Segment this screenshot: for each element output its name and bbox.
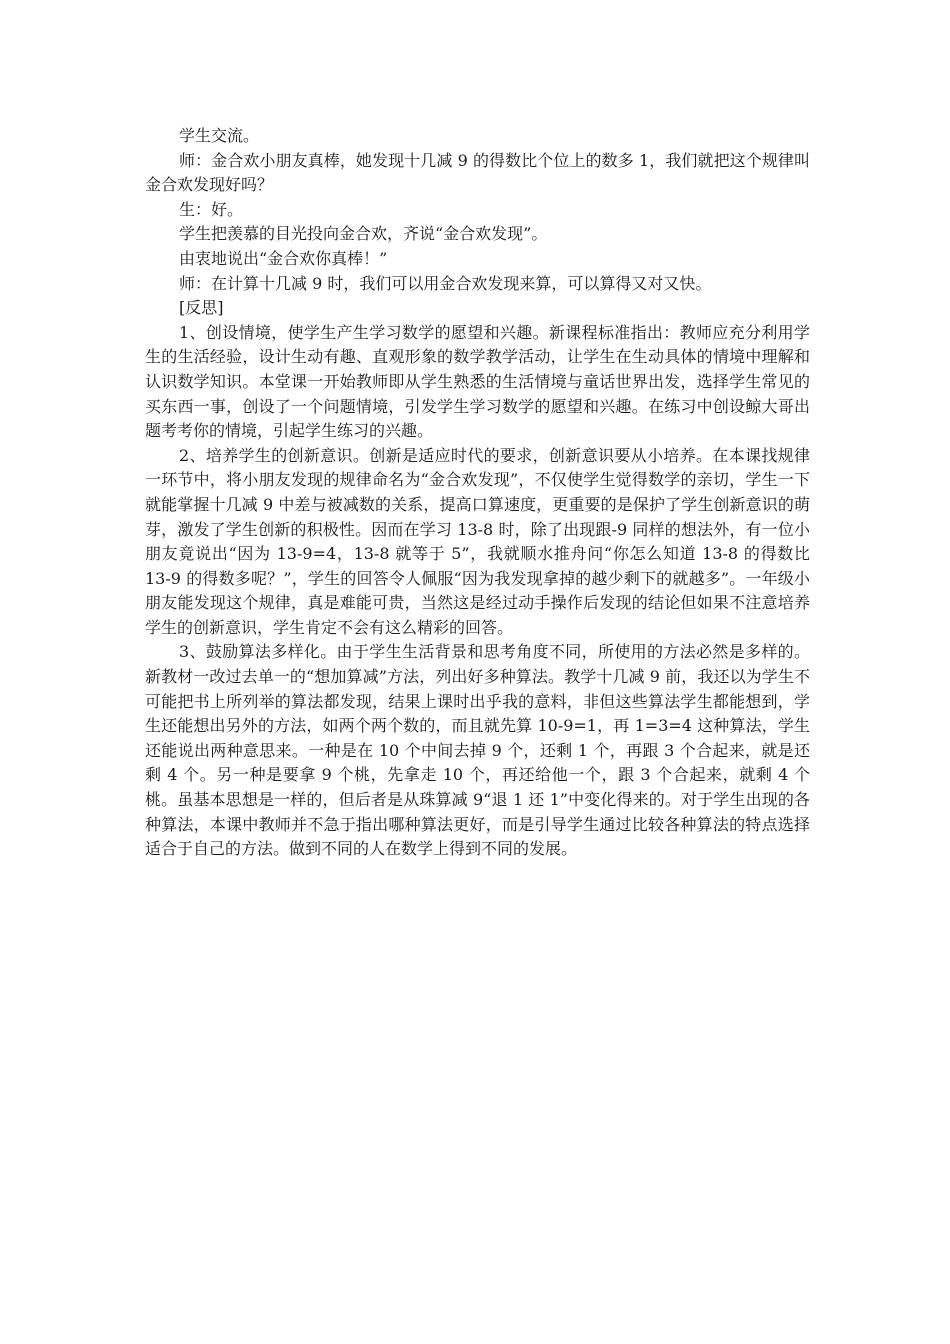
paragraph-student-exchange: 学生交流。 xyxy=(179,126,260,145)
paragraph-students-chant: 学生把羡慕的目光投向金合欢，齐说“金合欢发现”。 xyxy=(179,224,548,244)
document-body xyxy=(145,124,810,862)
section-heading-reflection: [反思] xyxy=(179,298,224,318)
paragraph-student-reply: 生：好。 xyxy=(179,199,244,219)
paragraph-teacher-summary: 师：在计算十几减 9 时，我们可以用金合欢发现来算，可以算得又对又快。 xyxy=(179,273,712,293)
paragraph-reflection-3: 3、鼓励算法多样化。由于学生生活背景和思考角度不同，所使用的方法必然是多样的。新教材一改过去单一的“想加算减”方法，列出好多种算法。教学十几减 9 前，我还以为学生不可能把书上所列举的算法都发现，结果上课时出乎我的意料，非但这些算法学生都能想到，学生还能想出另外的方法，如两个两个数的，而且就先算 10-9=1，再 1=3=4 这种算法，学生还能说出两种意思来。一种是在 10 个中间去掉 9 个，还剩 1 个，再跟 3 个合起来，就是还剩 4 个。另一种是要拿 9 个桃，先拿走 10 个，再还给他一个，跟 3 个合起来，就剩 4 个桃。虽基本思想是一样的，但后者是从珠算减 9“退 1 还 1”中变化得来的。对于学生出现的各种算法，本课中教师并不急于指出哪种算法更好，而是引导学生通过比较各种算法的特点选择适合于自己的方法。做到不同的人在数学上得到不同的发展。 xyxy=(145,642,810,859)
paragraph-sincere-praise: 由衷地说出“金合欢你真棒！” xyxy=(179,248,388,268)
paragraph-reflection-1: 1、创设情境，使学生产生学习数学的愿望和兴趣。新课程标准指出：教师应充分利用学生的生活经验，设计生动有趣、直观形象的数学教学活动，让学生在生动具体的情境中理解和认识数学知识。本堂课一开始教师即从学生熟悉的生活情境与童话世界出发，选择学生常见的买东西一事，创设了一个问题情境，引发学生学习数学的愿望和兴趣。在练习中创设鲸大哥出题考考你的情境，引起学生练习的兴趣。 xyxy=(145,322,810,441)
paragraph-reflection-2: 2、培养学生的创新意识。创新是适应时代的要求，创新意识要从小培养。在本课找规律一环节中，将小朋友发现的规律命名为“金合欢发现”，不仅使学生觉得数学的亲切，学生一下就能掌握十几减 9 中差与被减数的关系，提高口算速度，更重要的是保护了学生创新意识的萌芽，激发了学生创新的积极性。因而在学习 13-8 时，除了出现跟-9 同样的想法外，有一位小朋友竟说出“因为 13-9=4，13-8 就等于 5”，我就顺水推舟问“你怎么知道 13-8 的得数比 13-9 的得数多呢？”，学生的回答令人佩服“因为我发现拿掉的越少剩下的就越多”。一年级小朋友能发现这个规律，真是难能可贵，当然这是经过动手操作后发现的结论但如果不注意培养学生的创新意识，学生肯定不会有这么精彩的回答。 xyxy=(145,445,810,637)
paragraph-teacher-praise: 师：金合欢小朋友真棒，她发现十几减 9 的得数比个位上的数多 1，我们就把这个规律叫金合欢发现好吗？ xyxy=(145,150,810,195)
